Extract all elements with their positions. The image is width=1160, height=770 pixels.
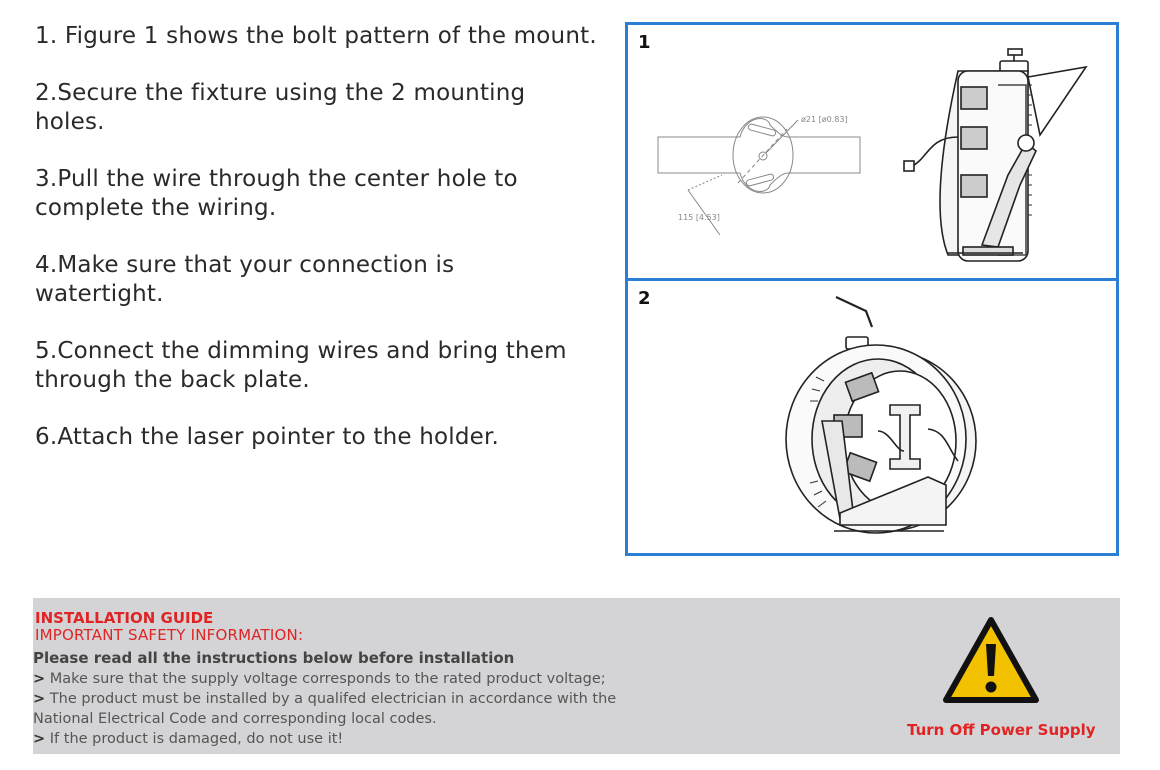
fixture-side-view [904, 49, 1086, 261]
figure-2-number: 2 [638, 288, 651, 309]
installation-guide-panel [33, 598, 1120, 754]
dimension-span-label: 115 [4.53] [678, 213, 720, 222]
warning-label: Turn Off Power Supply [907, 721, 1096, 739]
safety-bullet-3 [33, 729, 733, 749]
bullet-marker: > [33, 731, 46, 747]
warning-triangle-icon [941, 614, 1041, 706]
figure-2-panel [625, 278, 1119, 556]
instruction-steps [35, 22, 615, 480]
figure-1-panel [625, 22, 1119, 281]
step-1: 1. Figure 1 shows the bolt pattern of the mount. [35, 23, 597, 49]
step-5: 5.Connect the dimming wires and bring them through the back plate. [35, 338, 567, 393]
safety-bullet-2-text: The product must be installed by a qualifed electrician in accordance with the [49, 691, 617, 707]
figure-1-drawing [628, 25, 1116, 278]
fixture-rear-view [786, 337, 976, 533]
hex-key-drawing [836, 297, 872, 327]
safety-bullet-1-text: Make sure that the supply voltage corresponds to the rated product voltage; [49, 671, 606, 687]
safety-bullet-1 [33, 669, 733, 689]
step-6: 6.Attach the laser pointer to the holder. [35, 424, 500, 450]
bullet-marker: > [33, 691, 46, 707]
safety-bullet-2 [33, 689, 733, 709]
dimension-hole-label: ø21 [ø0.83] [801, 115, 848, 124]
safety-bullet-3-text: If the product is damaged, do not use it! [49, 731, 344, 747]
safety-bullets [33, 669, 733, 749]
guide-subtitle: IMPORTANT SAFETY INFORMATION: [35, 626, 304, 644]
step-4: 4.Make sure that your connection is watertight. [35, 252, 455, 307]
bullet-marker: > [33, 671, 46, 687]
step-3: 3.Pull the wire through the center hole to complete the wiring. [35, 166, 518, 221]
read-instructions-notice: Please read all the instructions below before installation [33, 649, 515, 667]
figure-1-number: 1 [638, 32, 651, 53]
step-2: 2.Secure the fixture using the 2 mounting holes. [35, 80, 526, 135]
safety-bullet-2-continuation: National Electrical Code and corresponding local codes. [33, 711, 437, 727]
figure-2-drawing [628, 281, 1116, 553]
guide-title: INSTALLATION GUIDE [35, 609, 214, 627]
